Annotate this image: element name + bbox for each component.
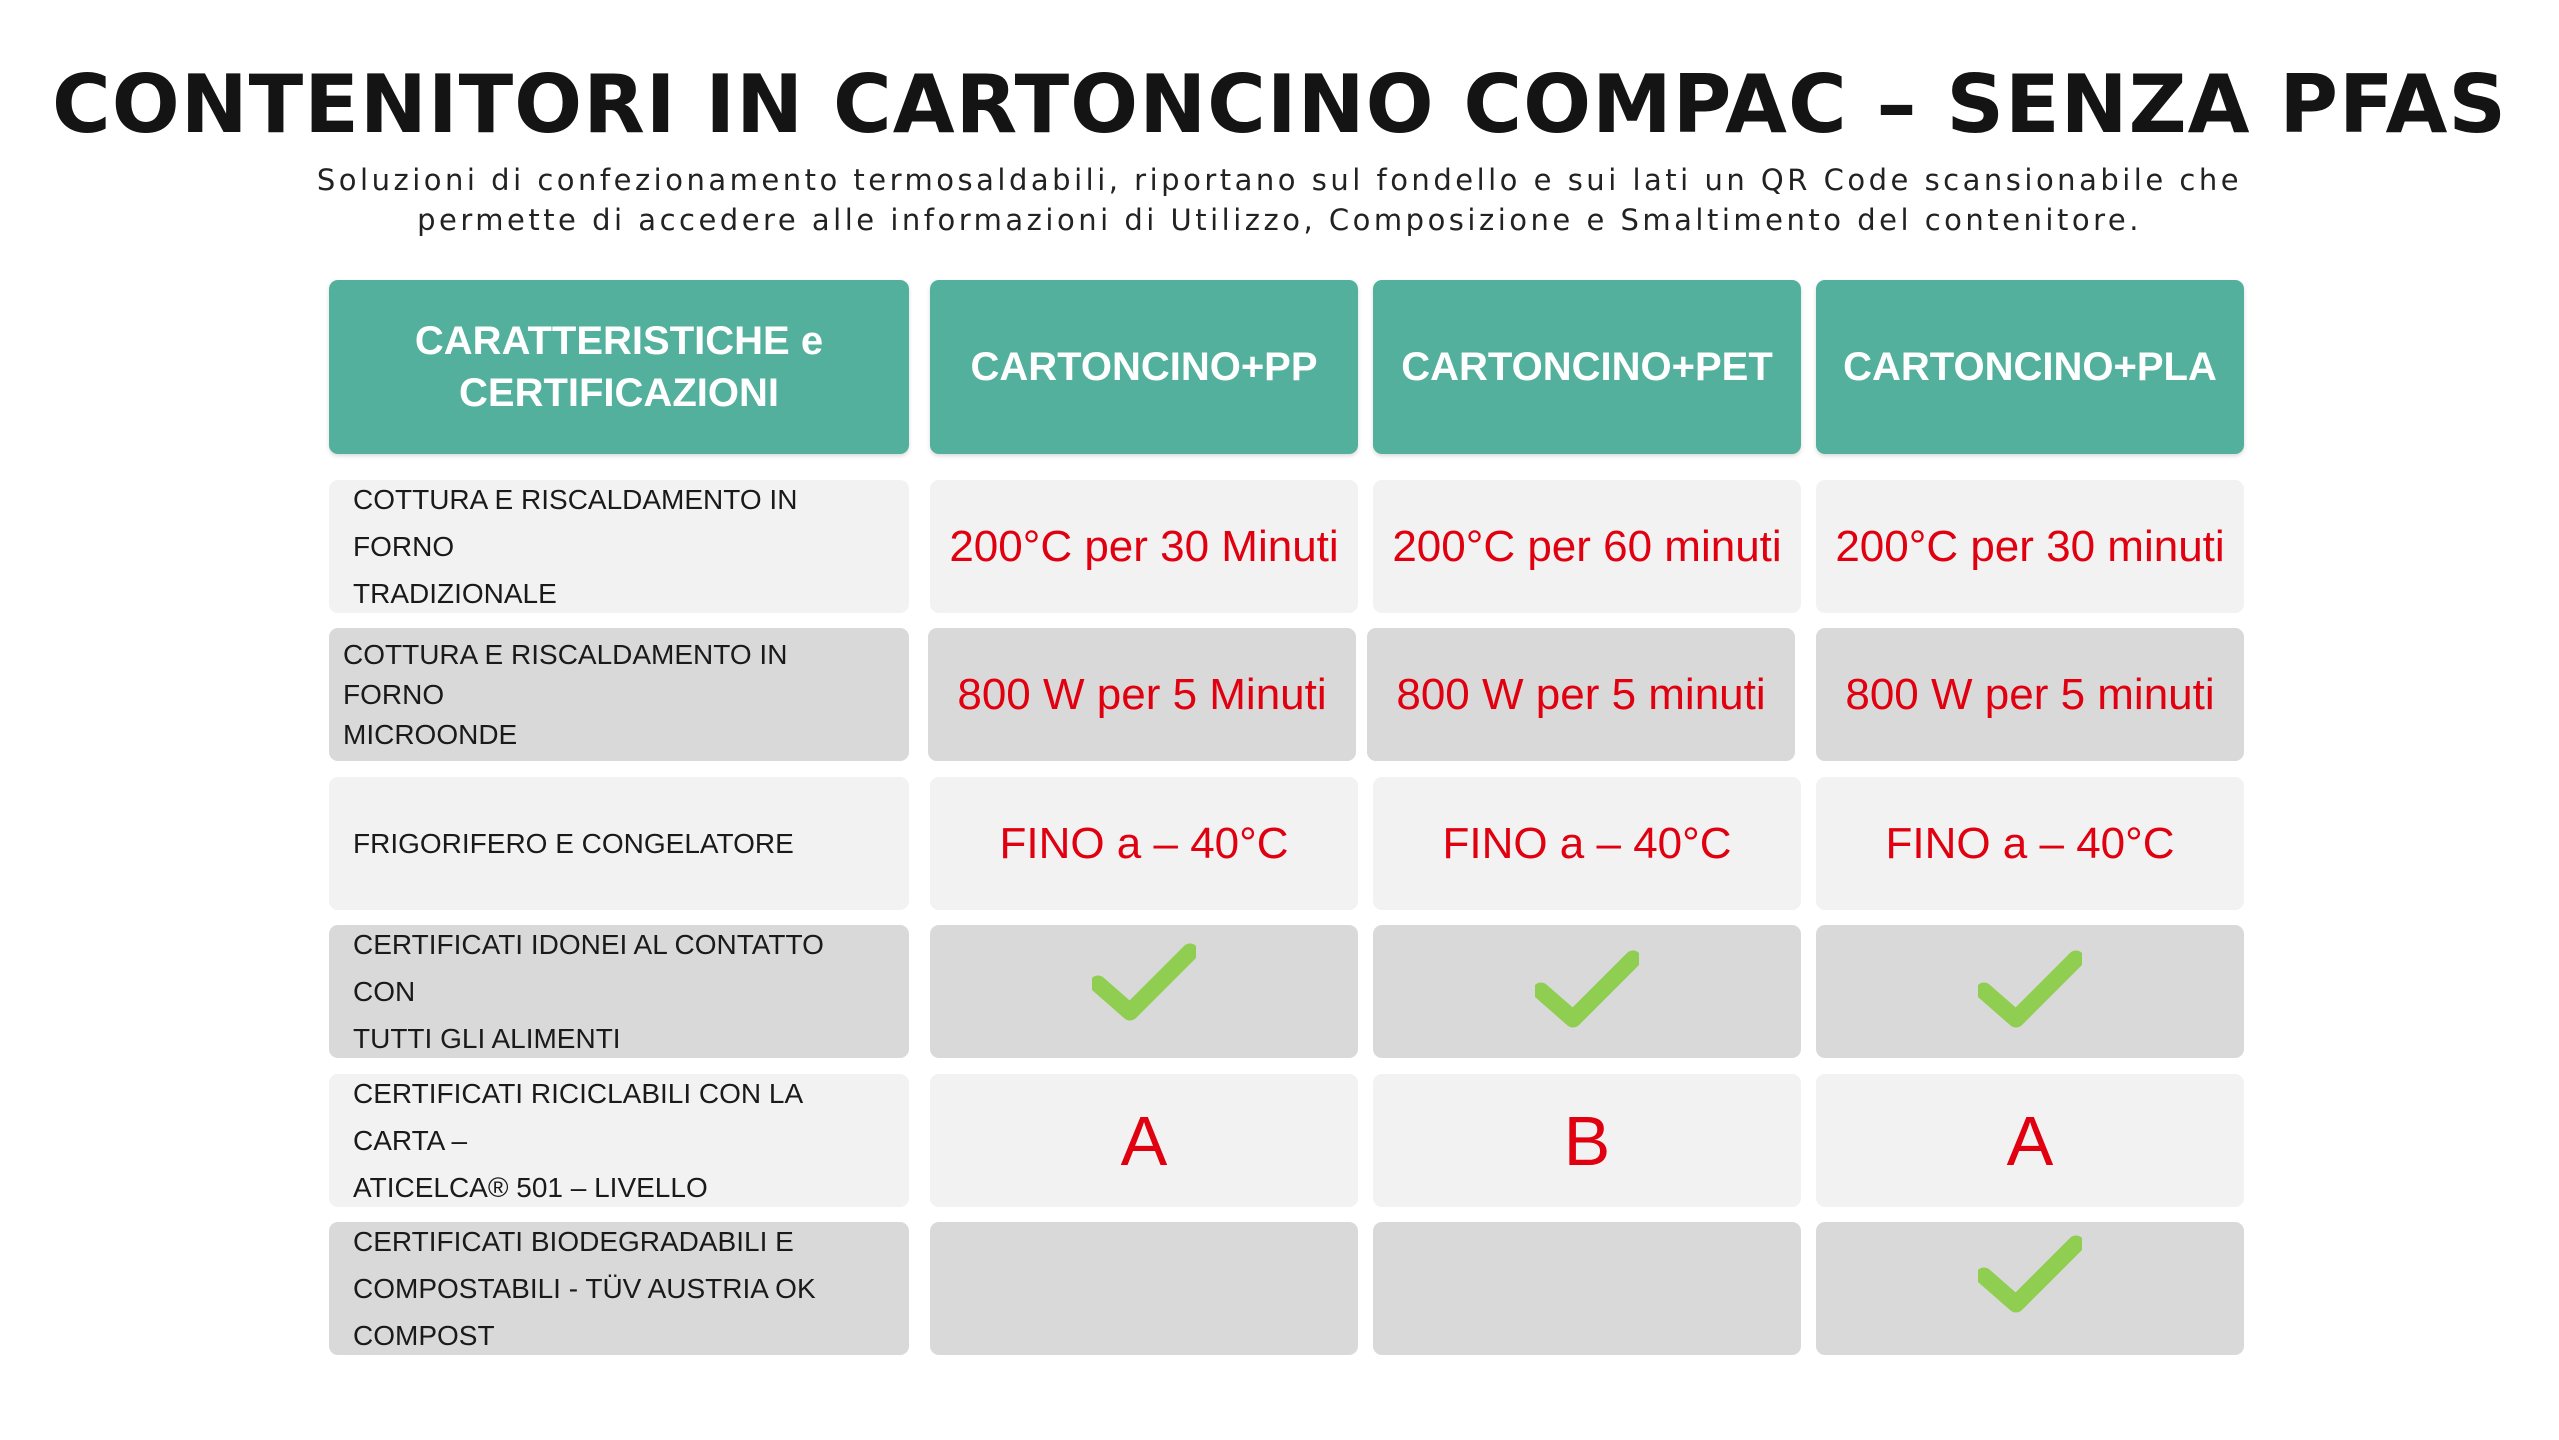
value-compostable-pp	[930, 1222, 1358, 1355]
value-recyclable-pp: A	[930, 1074, 1358, 1207]
check-mark-icon	[1978, 947, 2082, 1031]
row-label-fridge	[329, 777, 909, 910]
row-label-line: CERTIFICATI BIODEGRADABILI E	[353, 1226, 794, 1257]
row-label-line: COMPOSTABILI - TÜV AUSTRIA OK	[353, 1273, 816, 1304]
value-food-contact-pet	[1373, 925, 1801, 1058]
row-label-line: MICROONDE	[343, 718, 518, 750]
value-oven-pet: 200°C per 60 minuti	[1373, 480, 1801, 613]
subtitle-line: Soluzioni di confezionamento termosaldabili, riportano sul fondello e sui lati un QR Code scansionabile che	[316, 163, 2243, 197]
header-features-line: CERTIFICAZIONI	[459, 371, 779, 415]
header-pet: CARTONCINO+PET	[1373, 280, 1801, 454]
value-microwave-pla: 800 W per 5 minuti	[1816, 628, 2244, 761]
row-label-food-contact	[329, 925, 909, 1058]
page-subtitle	[240, 160, 2319, 240]
value-fridge-pet: FINO a – 40°C	[1373, 777, 1801, 910]
row-label-line: CERTIFICATI IDONEI AL CONTATTO CON	[353, 929, 824, 1007]
row-label-compostable	[329, 1222, 909, 1355]
value-fridge-pp: FINO a – 40°C	[930, 777, 1358, 910]
check-mark-icon	[1092, 940, 1196, 1024]
row-label-line: COMPOST	[353, 1320, 495, 1351]
row-label-oven	[329, 480, 909, 613]
value-oven-pla: 200°C per 30 minuti	[1816, 480, 2244, 613]
value-compostable-pet	[1373, 1222, 1801, 1355]
value-microwave-pp: 800 W per 5 Minuti	[928, 628, 1356, 761]
row-label-line: TUTTI GLI ALIMENTI	[353, 1023, 621, 1054]
value-microwave-pet: 800 W per 5 minuti	[1367, 628, 1795, 761]
row-label-microwave	[329, 628, 909, 761]
value-recyclable-pla: A	[1816, 1074, 2244, 1207]
row-label-line: ATICELCA® 501 – LIVELLO	[353, 1172, 708, 1203]
row-label-line: FRIGORIFERO E CONGELATORE	[353, 828, 794, 859]
check-mark-icon	[1978, 1232, 2082, 1316]
row-label-line: TRADIZIONALE	[353, 578, 557, 609]
subtitle-line: permette di accedere alle informazioni di Utilizzo, Composizione e Smaltimento del contenitore.	[417, 203, 2142, 237]
value-food-contact-pla	[1816, 925, 2244, 1058]
row-label-recyclable	[329, 1074, 909, 1207]
value-compostable-pla	[1816, 1222, 2244, 1355]
value-fridge-pla: FINO a – 40°C	[1816, 777, 2244, 910]
row-label-line: CERTIFICATI RICICLABILI CON LA CARTA –	[353, 1078, 802, 1156]
value-oven-pp: 200°C per 30 Minuti	[930, 480, 1358, 613]
value-food-contact-pp	[930, 925, 1358, 1058]
header-pp: CARTONCINO+PP	[930, 280, 1358, 454]
header-features	[329, 280, 909, 454]
page-title: CONTENITORI IN CARTONCINO COMPAC – SENZA PFAS	[52, 58, 2507, 151]
row-label-line: COTTURA E RISCALDAMENTO IN FORNO	[353, 484, 798, 562]
value-recyclable-pet: B	[1373, 1074, 1801, 1207]
check-mark-icon	[1535, 947, 1639, 1031]
header-pla: CARTONCINO+PLA	[1816, 280, 2244, 454]
row-label-line: COTTURA E RISCALDAMENTO IN FORNO	[343, 638, 788, 710]
header-features-line: CARATTERISTICHE e	[414, 319, 824, 363]
